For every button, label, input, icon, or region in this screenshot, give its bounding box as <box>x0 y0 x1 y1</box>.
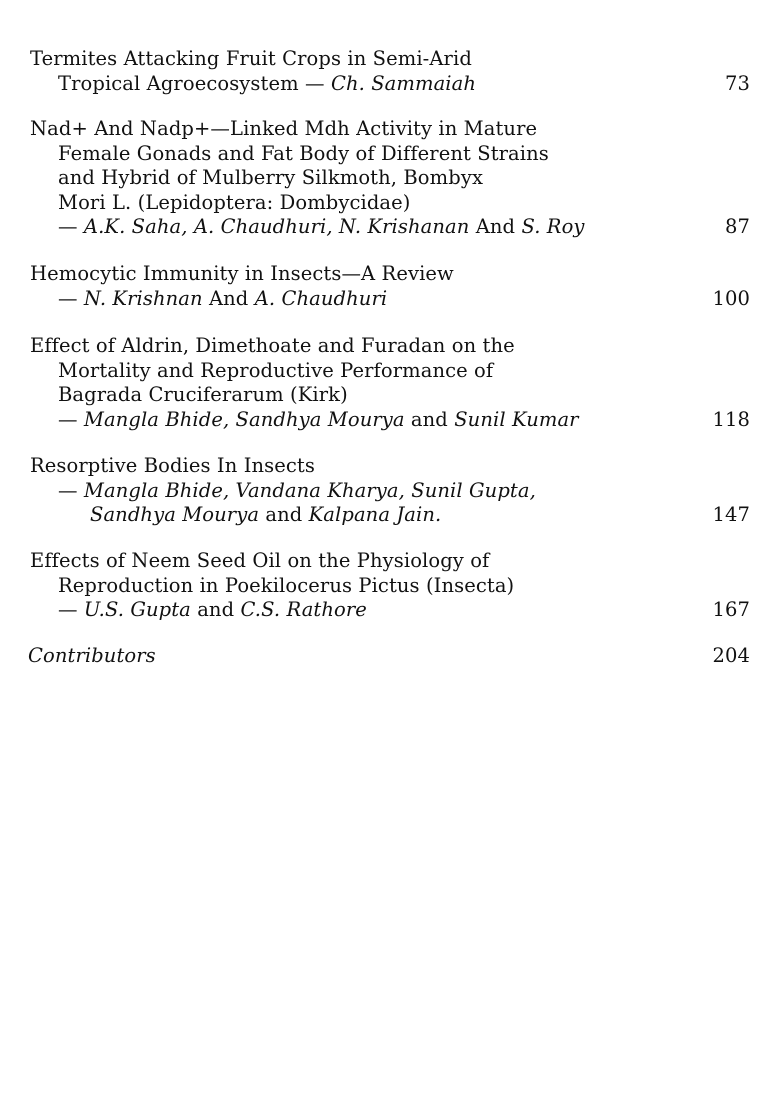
author-name: C.S. Rathore <box>240 598 367 621</box>
toc-entry[interactable] <box>30 549 750 623</box>
author-joiner: and <box>404 407 455 431</box>
entry-title-line: Effect of Aldrin, Dimethoate and Furadan on the <box>30 334 515 357</box>
toc-entry-contributors[interactable] <box>28 644 750 669</box>
em-dash: — <box>58 478 78 502</box>
entry-title-line: Female Gonads and Fat Body of Different Strains <box>58 141 549 165</box>
entry-title-line: Bagrada Cruciferarum (Kirk) <box>58 383 348 406</box>
author-name: S. Roy <box>521 215 585 238</box>
entry-title-line: Resorptive Bodies In Insects <box>30 454 315 477</box>
author-names: Mangla Bhide, Vandana Kharya, Sunil Gupta, <box>83 478 536 502</box>
page-number[interactable]: 87 <box>724 215 750 238</box>
em-dash: — <box>58 215 78 238</box>
entry-title-line: Tropical Agroecosystem <box>58 71 299 95</box>
author-name: N. Krishnan <box>83 286 203 310</box>
entry-author-line <box>30 479 750 504</box>
author-joiner: And <box>469 215 522 238</box>
entry-title-line: and Hybrid of Mulberry Silkmoth, Bombyx <box>58 166 484 189</box>
toc-entry[interactable] <box>30 454 750 528</box>
entry-author-line <box>30 408 750 433</box>
entry-author-line <box>30 503 750 528</box>
author-name: U.S. Gupta <box>83 598 191 621</box>
toc-entry[interactable] <box>30 117 750 240</box>
em-dash: — <box>58 407 78 431</box>
author-joiner: And <box>202 286 255 310</box>
author-name: Sandhya Mourya <box>90 503 260 526</box>
entry-title-line: Effects of Neem Seed Oil on the Physiology of <box>30 549 490 572</box>
em-dash: — <box>305 71 325 95</box>
contributors-line <box>28 644 750 669</box>
em-dash: — <box>58 598 78 621</box>
entry-author-line <box>30 215 750 240</box>
author-name: A. Chaudhuri <box>254 286 388 310</box>
entry-title-line: Hemocytic Immunity in Insects—A Review <box>30 262 454 285</box>
entry-author-line <box>30 598 750 623</box>
author-name: Mangla Bhide, Sandhya Mourya <box>83 407 405 431</box>
entry-title-author-line <box>30 72 750 97</box>
entry-title-line: Termites Attacking Fruit Crops in Semi-Arid <box>30 47 472 70</box>
entry-title-line: Nad+ And Nadp+—Linked Mdh Activity in Mature <box>30 117 538 140</box>
page-number[interactable]: 167 <box>712 598 750 621</box>
author-name: A.K. Saha, A. Chaudhuri, N. Krishanan <box>83 215 470 238</box>
page-number[interactable]: 204 <box>712 644 750 667</box>
entry-title-line: Mortality and Reproductive Performance of <box>58 358 494 382</box>
page-number[interactable]: 100 <box>712 286 750 310</box>
toc-entry[interactable] <box>30 262 750 311</box>
author-joiner: and <box>190 598 241 621</box>
author-name: Sunil Kumar <box>454 407 579 431</box>
toc-entry[interactable] <box>30 47 750 96</box>
page-number[interactable]: 147 <box>712 503 750 526</box>
page-number[interactable]: 73 <box>724 71 750 95</box>
em-dash: — <box>58 286 78 310</box>
contributors-label: Contributors <box>28 644 156 667</box>
page-number[interactable]: 118 <box>712 407 750 431</box>
entry-title-line: Mori L. (Lepidoptera: Dombycidae) <box>58 190 411 214</box>
toc-entry[interactable] <box>30 334 750 432</box>
author-name: Kalpana Jain. <box>308 503 442 526</box>
author-joiner: and <box>259 503 309 526</box>
entry-title-line: Reproduction in Poekilocerus Pictus (Insecta) <box>58 573 515 597</box>
entry-author-line <box>30 287 750 312</box>
author-name: Ch. Sammaiah <box>330 71 477 95</box>
